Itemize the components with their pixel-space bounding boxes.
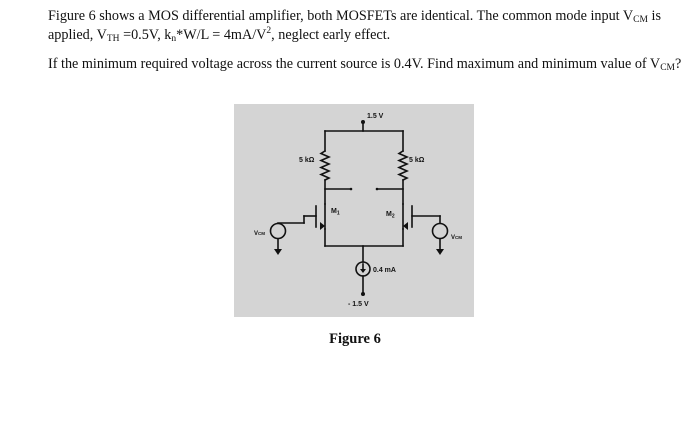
vcm-right-label: VCM [451, 235, 463, 241]
vss-terminal [361, 292, 365, 296]
vss-label: - 1.5 V [348, 301, 369, 308]
vcm-left-label: VCM [254, 231, 266, 237]
r1-label: 5 kΩ [299, 157, 315, 164]
current-source-label: 0.4 mA [373, 267, 396, 274]
m1-label: $M_1$ [331, 208, 340, 217]
m2-label: $M_2$ [386, 211, 395, 220]
vdd-label: 1.5 V [367, 113, 384, 120]
out2-terminal [376, 188, 379, 191]
figure-background [234, 104, 474, 317]
vdd-terminal [361, 120, 365, 124]
figure-caption: Figure 6 [329, 331, 381, 347]
problem-paragraph-1: Figure 6 shows a MOS differential amplifier, both MOSFETs are identical. The common mode input $V_{CM}$ is applied, $V_{TH} =0.5V$, $k_n*W/L = 4mA/V^2$, neglect early effect. [48, 8, 661, 44]
circuit-diagram [234, 104, 474, 317]
problem-paragraph-2: If the minimum required voltage across the current source is 0.4V. Find maximum and minimum value of $V_{CM}$? [48, 56, 682, 73]
out1-terminal [350, 188, 353, 191]
r2-label: 5 kΩ [409, 157, 425, 164]
